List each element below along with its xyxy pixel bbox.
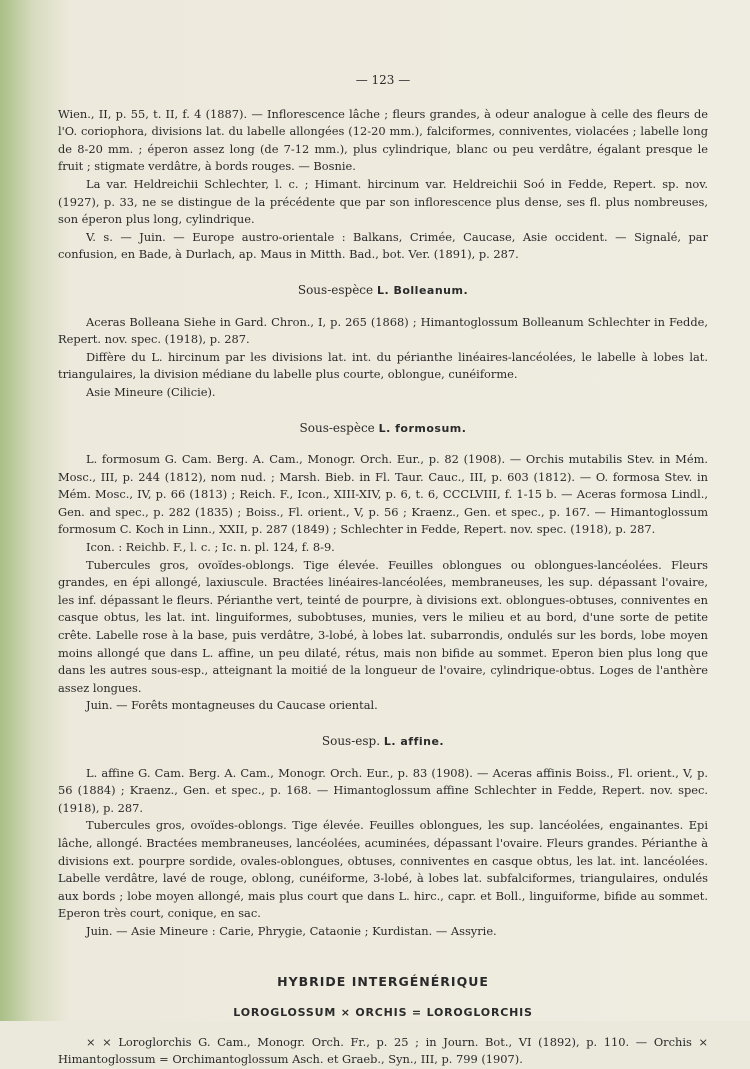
hybrid-title: HYBRIDE INTERGÉNÉRIQUE — [277, 973, 489, 989]
heading-taxon: L. formosum. — [378, 421, 467, 435]
hybrid-subtitle: LOROGLOSSUM × ORCHIS = LOROGLORCHIS — [233, 1006, 533, 1020]
paragraph-var-description: Wien., II, p. 55, t. II, f. 4 (1887). — Inflorescence lâche ; fleurs grandes, à odeur analogue à celle des fleurs de l'O. coriophora, divisions lat. du labelle allongées (12-20 mm.), falciformes, conniventes, violacées ; labelle long de 8-20 mm. ; éperon assez long (de 7-12 mm.), plus cylindrique, blanc ou peu verdâtre, égalant presque le fruit ; stigmate verdâtre, à bords rouges. — Bosnie. — [58, 106, 708, 174]
paragraph-description-formosum: Tubercules gros, ovoïdes-oblongs. Tige élevée. Feuilles oblongues ou oblongues-lancéolées. Fleurs grandes, en épi allongé, laxiuscule. Bractées linéaires-lancéolées, membraneuses, les sup. dépassant l'ovaire, les inf. dépassant le fleurs. Périanthe vert, teinté de pourpre, à divisions ext. oblongues-obtuses, conniventes en casque obtus, les lat. int. linguiformes, subobtuses, munies, vers le milieu et au bord, d'une sorte de petite crête. Labelle rose à la base, puis verdâtre, 3-lobé, à lobes lat. subarrondis, ondulés sur les bords, lobe moyen moins allongé que dans L. affine, un peu dilaté, rétus, mais non bifide au sommet. Eperon bien plus long que dans les autres sous-esp., atteignant la moitié de la longueur de l'ovaire, cylindrique-obtus. Loges de l'anthère assez longues. — [58, 557, 708, 695]
page-content — [58, 72, 708, 1069]
paragraph-var-heldreichii: La var. Heldreichii Schlechter, l. c. ; Himant. hircinum var. Heldreichii Soó in Fedde, Repert. sp. nov. (1927), p. 33, ne se distingue de la précédente que par son inflorescence plus dense, ses fl. plus nombreuses, son éperon plus long, cylindrique. — [58, 176, 708, 227]
paragraph-icon-formosum: Icon. : Reichb. F., l. c. ; Ic. n. pl. 124, f. 8-9. — [86, 540, 335, 555]
paragraph-description-bolleanum: Diffère du L. hircinum par les divisions lat. int. du périanthe linéaires-lancéolées, le labelle à lobes lat. triangulaires, la division médiane du labelle plus courte, oblongue, cunéiforme. — [58, 349, 708, 382]
heading-prefix: Sous-esp. — [321, 734, 381, 748]
paragraph-synonyms-affine: L. affine G. Cam. Berg. A. Cam., Monogr. Orch. Eur., p. 83 (1908). — Aceras affinis Boiss., Fl. orient., V, p. 56 (1884) ; Kraenz., Gen. et spec., p. 168. — Himantoglossum affine Schlechter in Fedde, Repert. nov. spec. (1918), p. 287. — [58, 765, 708, 815]
paragraph-description-affine: Tubercules gros, ovoïdes-oblongs. Tige élevée. Feuilles oblongues, les sup. lancéolées, engainantes. Epi lâche, allongé. Bractées membraneuses, lancéolées, acuminées, dépassant l'ovaire. Fleurs grandes. Périanthe à divisions ext. pourpre sordide, ovales-oblongues, obtuses, conniventes en casque obtus, les lat. int. lancéolées. Labelle verdâtre, lavé de rouge, oblong, cunéiforme, 3-lobé, à lobes lat. subfalciformes, triangulaires, ondulés aux bords ; lobe moyen allongé, mais plus court que dans L. hirc., capr. et Boll., linguiforme, bifide au sommet. Eperon très court, conique, en sac. — [58, 818, 708, 921]
heading-prefix: Sous-espèce — [299, 420, 375, 435]
paragraph-synonyms-bolleanum: Aceras Bolleana Siehe in Gard. Chron., I, p. 265 (1868) ; Himantoglossum Bolleanum Schlechter in Fedde, Repert. nov. spec. (1918), p. 287. — [58, 314, 708, 347]
heading-subspecies-affine — [58, 733, 708, 751]
paragraph-distribution-affine: Juin. — Asie Mineure : Carie, Phrygie, Cataonie ; Kurdistan. — Assyrie. — [86, 923, 497, 938]
heading-prefix: Sous-espèce — [297, 282, 374, 297]
heading-subspecies-bolleanum — [58, 282, 708, 300]
paragraph-distribution-bolleanum: Asie Mineure (Cilicie). — [86, 384, 216, 399]
page-number: — 123 — — [355, 73, 411, 87]
paragraph-distribution-formosum: Juin. — Forêts montagneuses du Caucase oriental. — [86, 698, 378, 713]
heading-taxon: L. affine. — [383, 735, 445, 748]
heading-subspecies-formosum — [58, 420, 708, 438]
paragraph-hybrid: × × Loroglorchis G. Cam., Monogr. Orch. Fr., p. 25 ; in Journ. Bot., VI (1892), p. 110. — Orchis × Himantoglossum = Orchimantoglossum Asch. et Graeb., Syn., III, p. 799 (1907). — [58, 1034, 708, 1067]
paragraph-distribution: V. s. — Juin. — Europe austro-orientale : Balkans, Crimée, Caucase, Asie occident. — Signalé, par confusion, en Bade, à Durlach, ap. Maus in Mitth. Bad., bot. Ver. (1891), p. 287. — [58, 229, 708, 262]
heading-taxon: L. Bolleanum. — [376, 283, 469, 297]
paragraph-synonyms-formosum: L. formosum G. Cam. Berg. A. Cam., Monogr. Orch. Eur., p. 82 (1908). — Orchis mutabilis Stev. in Mém. Mosc., III, p. 244 (1812), nom nud. ; Marsh. Bieb. in Fl. Taur. Cauc., III, p. 603 (1812). — O. formosa Stev. in Mém. Mosc., IV, p. 66 (1813) ; Reich. F., Icon., XIII-XIV, p. 6, t. 6, CCCLVIII, f. 1-15 b. — Aceras formosa Lindl., Gen. and spec., p. 282 (1835) ; Boiss., Fl. orient., V, p. 56 ; Kraenz., Gen. et spec., p. 167. — Himantoglossum formosum C. Koch in Linn., XXII, p. 287 (1849) ; Schlechter in Fedde, Repert. nov. spec. (1918), p. 287. — [58, 452, 708, 537]
